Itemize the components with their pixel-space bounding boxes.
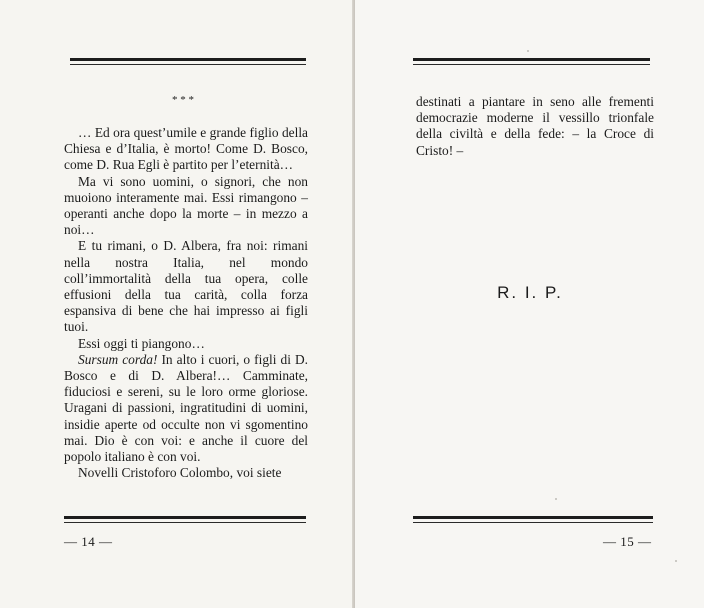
bottom-rule-right-thin <box>413 522 653 523</box>
top-rule-right-thick <box>413 58 650 61</box>
right-page <box>355 0 704 608</box>
page-number-right: — 15 — <box>603 534 652 549</box>
paragraph-3: E tu rimani, o D. Albera, fra noi: rimani nella nostra Italia, nel mondo coll’immortalità della tua opera, colle effusioni della tua carità, colla forza espansiva di bene che hai impresso ai figli tuoi. <box>64 238 308 335</box>
paper-speck <box>555 498 557 500</box>
right-page-text <box>416 94 654 159</box>
paper-speck <box>527 50 529 52</box>
continuation-paragraph: destinati a piantare in seno alle frementi democrazie moderne il vessillo trionfale della civiltà e della fede: – la Croce di Cristo! – <box>416 94 654 158</box>
paragraph-5-rest: In alto i cuori, o figli di D. Bosco e di D. Albera!… Camminate, fiduciosi e sereni, su le loro orme gloriose. Uragani di passioni, ingratitudini di uomini, insidie aperte od occulte non vi sgomentino mai. Dio è con voi: e anche il cuore del popolo italiano è con voi. <box>64 351 308 465</box>
paragraph-2: Ma vi sono uomini, o signori, che non muoiono interamente mai. Essi rimangono – operanti anche dopo la morte – in mezzo a noi… <box>64 173 308 238</box>
asterism: * * * <box>172 94 194 106</box>
top-rule-left-thin <box>70 64 306 65</box>
bottom-rule-left-thin <box>64 522 306 523</box>
bottom-rule-right-thick <box>413 516 653 519</box>
paragraph-4: Essi oggi ti piangono… <box>78 335 205 351</box>
page-number-left: — 14 — <box>64 534 113 549</box>
rip-closing: R. I. P. <box>497 283 563 302</box>
left-page-text <box>64 125 308 481</box>
paragraph-5 <box>64 352 308 465</box>
paper-speck <box>675 560 677 562</box>
paragraph-6: Novelli Cristoforo Colombo, voi siete <box>78 465 282 481</box>
paragraph-1: … Ed ora quest’umile e grande figlio della Chiesa e d’Italia, è morto! Come D. Bosco, come D. Rua Egli è partito per l’eternità… <box>64 125 308 173</box>
sursum-corda-italic: Sursum corda! <box>78 351 158 367</box>
top-rule-left-thick <box>70 58 306 61</box>
bottom-rule-left-thick <box>64 516 306 519</box>
top-rule-right-thin <box>413 64 650 65</box>
